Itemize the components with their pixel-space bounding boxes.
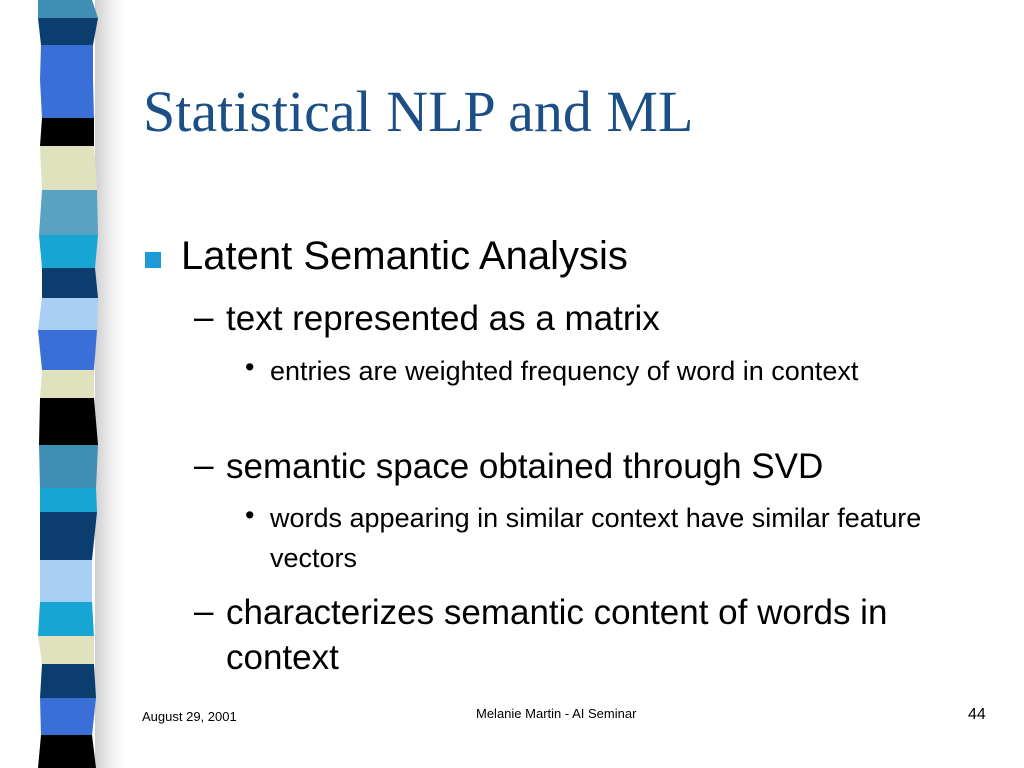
footer-presenter: Melanie Martin - AI Seminar [476,706,637,721]
dash-bullet: – [194,446,214,485]
dot-bullet: • [245,352,255,382]
main-bullet-text: Latent Semantic Analysis [181,234,628,278]
page-number: 44 [968,706,986,723]
square-bullet-icon [145,252,161,268]
dash-bullet: – [194,592,214,631]
sub-point-1: text represented as a matrix [226,299,660,338]
footer-date: August 29, 2001 [142,709,237,724]
sub-point-1-detail: entries are weighted frequency of word in context [270,356,859,386]
dash-bullet: – [194,298,214,337]
sub-point-3: characterizes semantic content of words in context [226,593,888,677]
slide-title: Statistical NLP and ML [143,79,694,144]
dot-bullet: • [245,500,255,530]
sub-point-2: semantic space obtained through SVD [226,447,824,486]
sub-point-2-detail: words appearing in similar context have similar feature vectors [270,503,922,573]
